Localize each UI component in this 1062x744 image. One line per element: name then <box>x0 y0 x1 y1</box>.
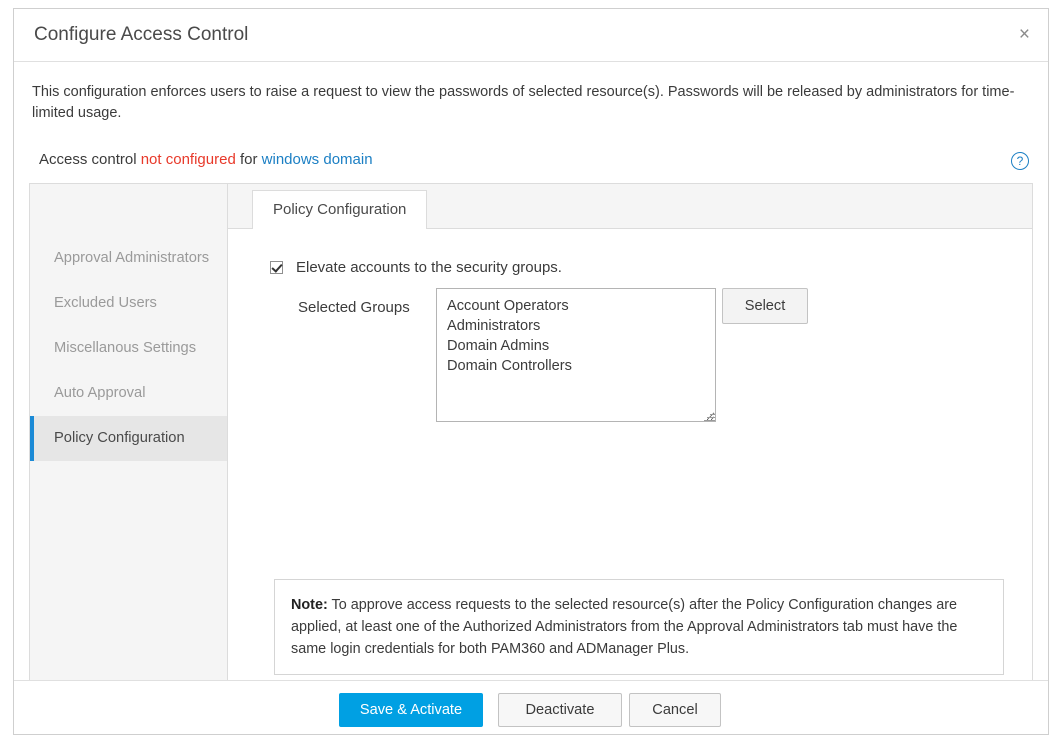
close-icon[interactable]: × <box>1018 24 1030 45</box>
tab-policy-configuration[interactable]: Policy Configuration <box>252 190 427 230</box>
list-item[interactable]: Account Operators <box>447 298 569 314</box>
sidebar-item-approval-administrators[interactable] <box>30 236 227 281</box>
help-icon[interactable]: ? <box>1011 152 1029 170</box>
sidebar-item-policy-configuration[interactable] <box>30 416 227 461</box>
cancel-button[interactable]: Cancel <box>629 693 721 727</box>
sidebar-item-label: Policy Configuration <box>54 430 185 446</box>
sidebar-item-label: Approval Administrators <box>54 250 210 266</box>
selected-groups-label: Selected Groups <box>298 299 410 316</box>
note-title: Note: <box>291 597 328 613</box>
select-groups-button[interactable]: Select <box>722 288 808 324</box>
sidebar <box>30 184 228 682</box>
dialog-body <box>29 183 1033 683</box>
policy-configuration-panel <box>228 229 1032 682</box>
status-badge: not configured <box>140 151 236 168</box>
selected-groups-list[interactable] <box>436 288 716 422</box>
access-control-status <box>39 151 373 168</box>
sidebar-item-label: Auto Approval <box>54 385 146 401</box>
dialog-footer <box>14 680 1048 734</box>
elevate-accounts-label: Elevate accounts to the security groups. <box>296 259 562 276</box>
list-item[interactable]: Domain Admins <box>447 338 550 354</box>
page-title: Configure Access Control <box>34 24 249 45</box>
note-text: To approve access requests to the selected resource(s) after the Policy Configuration changes are applied, at least one of the Authorized Administrators from the Approval Administrators tab must have the same login credentials for both PAM360 and ADManager Plus. <box>291 597 958 657</box>
configure-access-control-dialog <box>13 8 1049 735</box>
deactivate-button[interactable]: Deactivate <box>498 693 622 727</box>
dialog-description: This configuration enforces users to raise a request to view the passwords of selected resource(s). Passwords will be released by administrators for time-limited usage. <box>32 84 1015 121</box>
elevate-accounts-checkbox[interactable] <box>270 261 283 274</box>
status-middle: for <box>239 151 258 168</box>
status-prefix: Access control <box>39 151 137 168</box>
sidebar-item-auto-approval[interactable] <box>30 371 227 416</box>
list-item[interactable]: Administrators <box>447 318 541 334</box>
sidebar-item-miscellanous-settings[interactable] <box>30 326 227 371</box>
list-item[interactable]: Domain Controllers <box>447 358 572 374</box>
sidebar-item-label: Miscellanous Settings <box>54 340 197 356</box>
tab-strip <box>228 184 1032 229</box>
sidebar-item-label: Excluded Users <box>54 295 157 311</box>
note-box <box>274 579 1004 675</box>
elevate-accounts-row <box>270 259 562 276</box>
windows-domain-link[interactable]: windows domain <box>261 151 373 168</box>
save-activate-button[interactable]: Save & Activate <box>339 693 483 727</box>
sidebar-item-excluded-users[interactable] <box>30 281 227 326</box>
dialog-header <box>14 9 1048 62</box>
